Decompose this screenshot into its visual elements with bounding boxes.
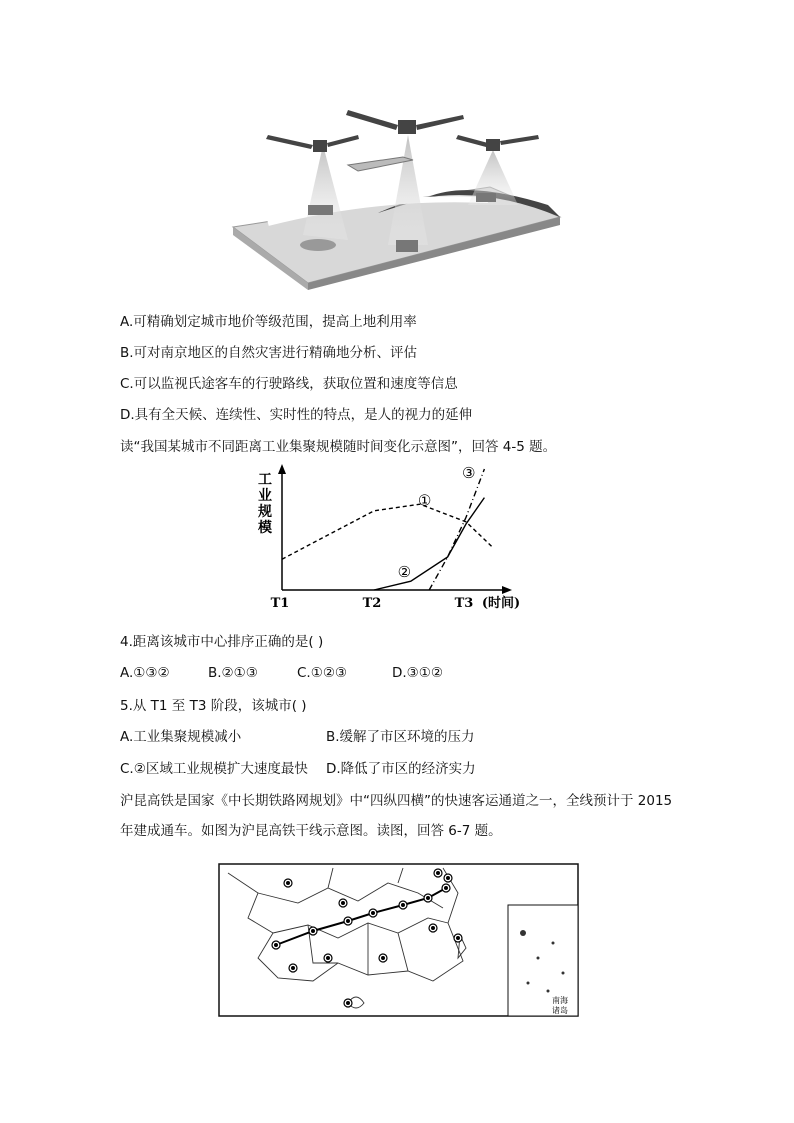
city-marker-dot — [372, 912, 375, 915]
intro-4-5: 读“我国某城市不同距离工业集聚规模随时间变化示意图”，回答 4-5 题。 — [120, 439, 557, 455]
city-marker-dot — [347, 920, 350, 923]
city-marker-dot — [287, 882, 290, 885]
city-marker-dot — [447, 877, 450, 880]
intro-6-7-line2: 年建成通车。如图为沪昆高铁干线示意图。读图，回答 6-7 题。 — [120, 823, 502, 839]
city-marker-dot — [342, 902, 345, 905]
x-tick-label: T1 — [270, 596, 290, 611]
q4-stem: 4.距离该城市中心排序正确的是( ) — [120, 634, 324, 650]
series-label-1: ① — [417, 491, 432, 510]
satellite-monitoring-illustration — [228, 105, 563, 290]
y-axis-label: 工业规模 — [258, 472, 272, 536]
q5-option-b: B.缓解了市区环境的压力 — [326, 729, 475, 745]
city-marker-dot — [292, 967, 295, 970]
q3-option-a: A.可精确划定城市地价等级范围，提高上地利用率 — [120, 314, 417, 330]
q4-option-d: D.③①② — [392, 665, 443, 681]
q5-option-a: A.工业集聚规模减小 — [120, 729, 242, 745]
x-tick-label: T3 — [454, 596, 474, 611]
city-marker-dot — [382, 957, 385, 960]
industry-scale-chart — [250, 462, 550, 617]
city-marker-dot — [275, 944, 278, 947]
q3-option-b: B.可对南京地区的自然灾害进行精确地分析、评估 — [120, 345, 418, 361]
city-marker-dot — [445, 887, 448, 890]
city-marker-dot — [432, 927, 435, 930]
x-axis-arrow — [502, 586, 512, 594]
q5-option-c: C.②区域工业规模扩大速度最快 — [120, 761, 308, 777]
q3-option-c: C.可以监视氏途客车的行驶路线，获取位置和速度等信息 — [120, 376, 458, 392]
railway-map — [218, 863, 580, 1018]
y-axis-arrow — [278, 464, 286, 474]
series-line-3 — [429, 469, 484, 590]
city-marker-dot — [427, 897, 430, 900]
x-axis-label: (时间) — [481, 596, 521, 611]
city-marker-dot — [312, 930, 315, 933]
city-marker-dot — [437, 872, 440, 875]
q3-option-d: D.具有全天候、连续性、实时性的特点，是人的视力的延伸 — [120, 407, 473, 423]
city-marker-dot — [402, 904, 405, 907]
inset-label-1: 南海 — [552, 996, 568, 1005]
q4-option-b: B.②①③ — [208, 665, 258, 681]
x-tick-label: T2 — [362, 596, 382, 611]
series-label-2: ② — [397, 562, 412, 581]
series-label-3: ③ — [462, 463, 476, 482]
city-marker-dot — [457, 937, 460, 940]
intro-6-7-line1: 沪昆高铁是国家《中长期铁路网规划》中“四纵四横”的快速客运通道之一，全线预计于 2015 — [120, 793, 673, 809]
q5-stem: 5.从 T1 至 T3 阶段，该城市( ) — [120, 698, 307, 714]
q5-option-d: D.降低了市区的经济实力 — [326, 761, 476, 777]
q4-option-c: C.①②③ — [297, 665, 348, 681]
q4-option-a: A.①③② — [120, 665, 170, 681]
city-marker-dot — [327, 957, 330, 960]
inset-label-2: 诸岛 — [552, 1006, 568, 1015]
city-marker-dot — [347, 1002, 350, 1005]
